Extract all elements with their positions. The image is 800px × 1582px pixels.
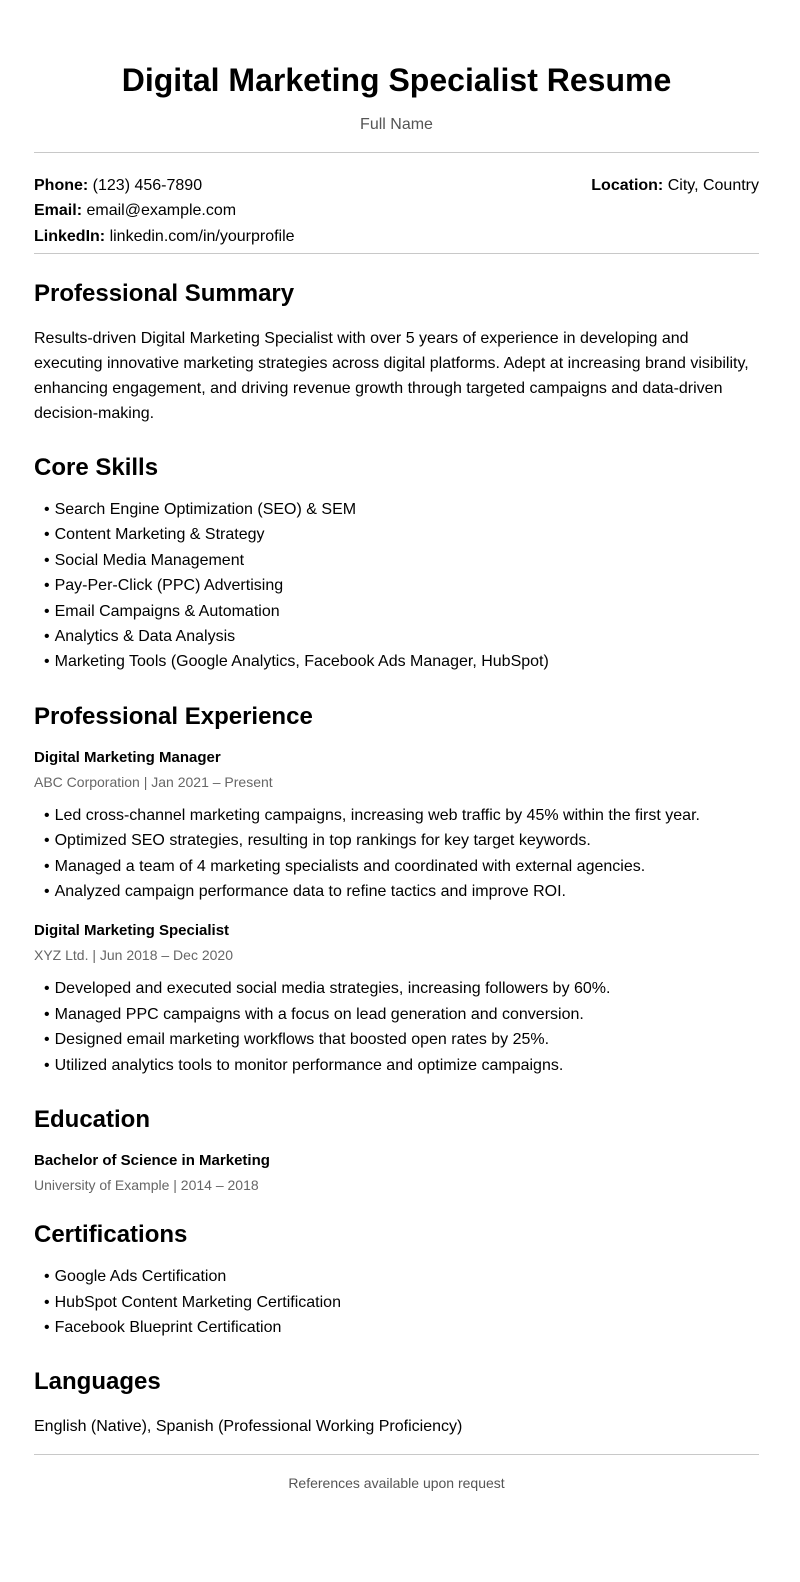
phone-value: (123) 456-7890	[92, 177, 203, 194]
languages-section	[34, 1368, 759, 1439]
list-item	[44, 1315, 759, 1340]
bullet-glyph: •	[44, 806, 50, 824]
list-item	[44, 1264, 759, 1289]
bullet-glyph: •	[44, 1005, 50, 1023]
list-item-text: Led cross-channel marketing campaigns, increasing web traffic by 45% within the first year.	[54, 806, 700, 824]
list-item-text: Developed and executed social media strategies, increasing followers by 60%.	[54, 980, 611, 998]
skills-list	[34, 497, 759, 675]
job-title: Digital Marketing Specialist	[34, 922, 230, 940]
email-value: email@example.com	[86, 202, 237, 220]
linkedin-value: linkedin.com/in/yourprofile	[109, 227, 295, 245]
job-entry	[34, 749, 759, 905]
list-item-text: Analytics & Data Analysis	[54, 628, 236, 646]
list-item	[44, 573, 759, 598]
list-item-text: Managed PPC campaigns with a focus on lead generation and conversion.	[54, 1005, 584, 1023]
list-item	[44, 522, 759, 547]
list-item-text: Managed a team of 4 marketing specialists and coordinated with external agencies.	[54, 857, 646, 875]
page-title: Digital Marketing Specialist Resume	[121, 62, 672, 98]
bullet-glyph: •	[44, 1056, 50, 1074]
list-item	[44, 497, 759, 522]
email-label: Email:	[34, 202, 83, 220]
job-meta: XYZ Ltd. | Jun 2018 – Dec 2020	[34, 947, 233, 964]
list-item-text: Designed email marketing workflows that boosted open rates by 25%.	[54, 1031, 550, 1049]
bullet-glyph: •	[44, 551, 50, 569]
bullet-glyph: •	[44, 577, 50, 595]
certifications-heading: Certifications	[34, 1221, 188, 1249]
list-item-text: Content Marketing & Strategy	[54, 526, 265, 544]
list-item-text: Social Media Management	[54, 551, 245, 569]
bullet-glyph: •	[44, 980, 50, 998]
list-item-text: Analyzed campaign performance data to refine tactics and improve ROI.	[54, 883, 566, 901]
bullet-glyph: •	[44, 857, 50, 875]
list-item	[44, 879, 759, 904]
languages-text: English (Native), Spanish (Professional Working Proficiency)	[34, 1418, 463, 1436]
summary-heading: Professional Summary	[34, 280, 295, 307]
job-entry	[34, 922, 759, 1078]
list-item	[44, 1002, 759, 1027]
list-item-text: Google Ads Certification	[54, 1268, 227, 1286]
skills-heading: Core Skills	[34, 454, 159, 481]
list-item-text: Email Campaigns & Automation	[54, 602, 280, 620]
contact-email	[34, 198, 759, 223]
list-item	[44, 548, 759, 573]
summary-text: Results-driven Digital Marketing Specialist with over 5 years of experience in developing and executing innovative marketing strategies across digital platforms. Adept at increasing brand visibility, enhancing engagement, and driving revenue growth through targeted campaigns and data-driven decision-making.	[34, 330, 749, 422]
contact-divider	[34, 253, 759, 254]
bullet-glyph: •	[44, 653, 50, 671]
degree-title: Bachelor of Science in Marketing	[34, 1152, 270, 1170]
job-title: Digital Marketing Manager	[34, 748, 221, 766]
list-item	[44, 1290, 759, 1315]
list-item	[44, 599, 759, 624]
education-section	[34, 1106, 759, 1193]
linkedin-label: LinkedIn:	[34, 227, 106, 245]
full-name: Full Name	[360, 116, 433, 133]
bullet-glyph: •	[44, 628, 50, 646]
education-heading: Education	[34, 1106, 151, 1134]
bullet-glyph: •	[44, 526, 50, 544]
languages-heading: Languages	[34, 1368, 161, 1396]
list-item	[44, 803, 759, 828]
contact-block	[34, 153, 759, 253]
list-item-text: Search Engine Optimization (SEO) & SEM	[54, 501, 357, 518]
list-item-text: Optimized SEO strategies, resulting in top rankings for key target keywords.	[54, 832, 591, 850]
certifications-list	[34, 1264, 759, 1340]
list-item	[44, 828, 759, 853]
job-meta: ABC Corporation | Jan 2021 – Present	[34, 773, 273, 790]
list-item	[44, 854, 759, 879]
bullet-glyph: •	[44, 1293, 50, 1311]
job-bullets	[34, 976, 759, 1078]
bullet-glyph: •	[44, 1031, 50, 1049]
job-bullets	[34, 803, 759, 905]
bullet-glyph: •	[44, 832, 50, 850]
bullet-glyph: •	[44, 883, 50, 901]
bullet-glyph: •	[44, 1268, 50, 1286]
summary-section	[34, 280, 759, 426]
bullet-glyph: •	[44, 501, 50, 518]
bullet-glyph: •	[44, 602, 50, 620]
education-meta: University of Example | 2014 – 2018	[34, 1177, 259, 1194]
phone-label: Phone:	[34, 177, 89, 194]
list-item	[44, 624, 759, 649]
list-item	[44, 1053, 759, 1078]
location-value: City, Country	[667, 177, 759, 194]
list-item	[44, 976, 759, 1001]
location-label: Location:	[591, 177, 664, 194]
list-item-text: Utilized analytics tools to monitor performance and optimize campaigns.	[54, 1056, 564, 1074]
skills-section	[34, 454, 759, 675]
contact-location	[591, 173, 759, 198]
footer-note: References available upon request	[288, 1475, 505, 1492]
certifications-section	[34, 1221, 759, 1340]
experience-heading: Professional Experience	[34, 702, 313, 730]
list-item-text: HubSpot Content Marketing Certification	[54, 1293, 341, 1311]
list-item	[44, 1027, 759, 1052]
bullet-glyph: •	[44, 1318, 50, 1336]
list-item-text: Facebook Blueprint Certification	[54, 1318, 282, 1336]
list-item	[44, 649, 759, 674]
list-item-text: Marketing Tools (Google Analytics, Facebook Ads Manager, HubSpot)	[54, 653, 549, 671]
experience-section	[34, 703, 759, 1078]
list-item-text: Pay-Per-Click (PPC) Advertising	[54, 577, 284, 595]
contact-linkedin	[34, 224, 759, 249]
